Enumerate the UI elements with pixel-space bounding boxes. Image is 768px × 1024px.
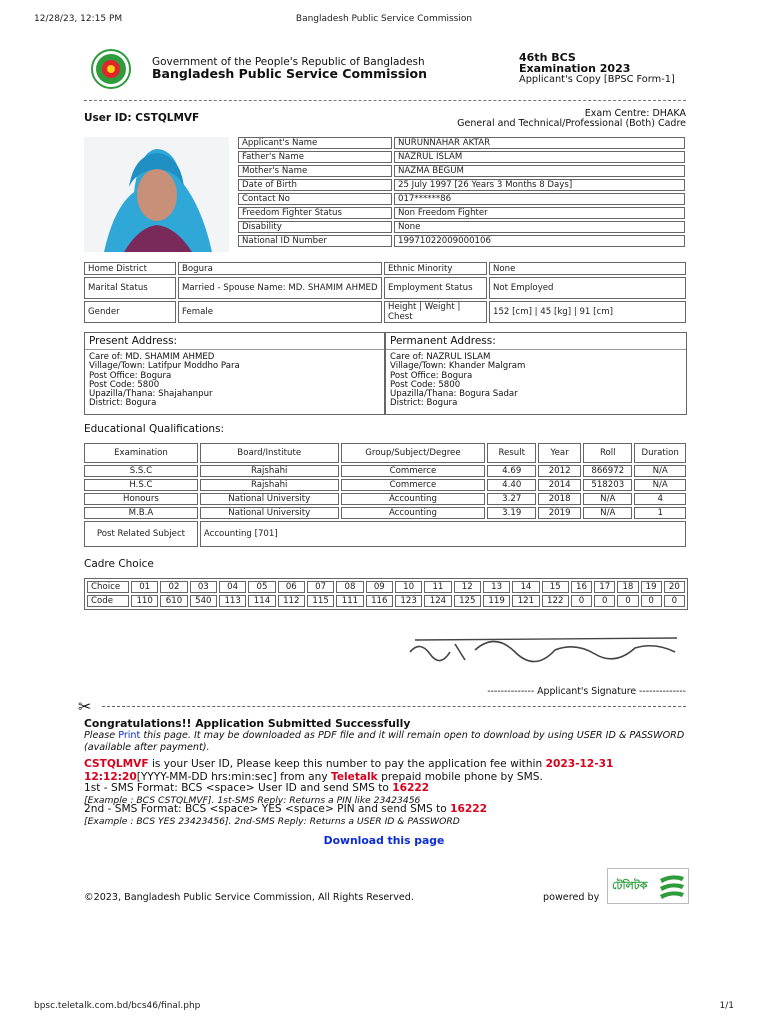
address-line: Village/Town: Latifpur Moddho Para [89,361,240,372]
cadre-cell: 124 [424,595,451,607]
permanent-address-box [385,332,687,415]
edu-cell: National University [200,507,339,519]
cadre-row-label: Choice [87,581,129,593]
edu-cell: N/A [583,507,632,519]
edu-cell: H.S.C [84,479,198,491]
cadre-cell: 20 [664,581,685,593]
edu-cell: 866972 [583,465,632,477]
address-line: Post Office: Bogura [390,370,473,381]
cut-line [102,706,686,707]
cadre-cell: 18 [617,581,638,593]
congrats-title: Congratulations!! Application Submitted Successfully [84,717,411,730]
cadre-cell: 114 [248,595,275,607]
edu-cell: 4.69 [487,465,536,477]
cadre-cell: 0 [617,595,638,607]
sms2-line [84,803,487,815]
marital-value: Married - Spouse Name: MD. SHAMIM AHMED [178,277,382,299]
address-line: District: Bogura [89,398,157,409]
cadre-cell: 0 [664,595,685,607]
copyright: ©2023, Bangladesh Public Service Commission, All Rights Reserved. [84,892,414,903]
personal-row [238,207,685,219]
personal-row [238,221,685,233]
edu-cell: S.S.C [84,465,198,477]
edu-cell: Rajshahi [200,479,339,491]
personal-label: Applicant's Name [238,137,392,149]
cadre-cell: 125 [454,595,481,607]
edu-header-cell: Roll [583,443,632,463]
scissors-icon: ✂ [78,697,92,716]
print-datetime: 12/28/23, 12:15 PM [34,14,123,24]
download-link[interactable]: Download this page [323,834,445,847]
cadre-cell: 05 [248,581,275,593]
edu-cell: 4 [634,493,686,505]
ethnic-value: None [489,262,686,275]
edu-header-cell: Result [487,443,536,463]
teletalk-logo-text: টেলিটক [612,879,648,892]
cadre-cell: 112 [278,595,305,607]
edu-header-cell: Board/Institute [200,443,339,463]
signature-image [405,622,685,674]
cadre-cell: 08 [336,581,363,593]
cadre-cell: 12 [454,581,481,593]
edu-cell: 1 [634,507,686,519]
cadre-cell: 02 [160,581,187,593]
cadre-cell: 0 [571,595,592,607]
personal-row [238,165,685,177]
teletalk-highlight: Teletalk [331,770,378,783]
address-line: Village/Town: Khander Malgram [390,361,526,372]
deadline-time: 12:12:20 [84,770,137,783]
hw-value: 152 [cm] | 45 [kg] | 91 [cm] [489,301,686,323]
personal-row [238,137,685,149]
cadre-cell: 03 [190,581,217,593]
edu-row [84,465,686,477]
address-line: Care of: MD. SHAMIM AHMED [89,352,215,362]
cadre-cell: 115 [307,595,334,607]
edu-cell: N/A [634,479,686,491]
hw-label: Height | Weight | Chest [384,301,487,323]
example1: [Example : BCS CSTQLMVF]. 1st-SMS Reply: Returns a PIN like 23423456 [84,795,421,806]
org-name: Bangladesh Public Service Commission [152,66,428,81]
exam-year: Examination 2023 [519,62,631,75]
personal-label: Freedom Fighter Status [238,207,392,219]
edu-cell: 2012 [538,465,581,477]
sms1-text: 1st - SMS Format: BCS <space> User ID and send SMS to [84,782,389,794]
address-line: District: Bogura [390,398,458,409]
personal-value: 25 July 1997 [26 Years 3 Months 8 Days] [394,179,685,191]
home-district-label: Home District [84,262,176,275]
copy-label: Applicant's Copy [BPSC Form-1] [519,74,675,85]
cadre-cell: 06 [278,581,305,593]
cadre-cell: 123 [395,595,422,607]
cadre-cell: 07 [307,581,334,593]
please-text: Please [84,730,116,741]
home-district-value: Bogura [178,262,382,275]
personal-value: 017******86 [394,193,685,205]
address-line: Upazilla/Thana: Shajahanpur [89,389,213,400]
personal-value: None [394,221,685,233]
sms2-number: 16222 [450,803,487,815]
edu-row [84,479,686,491]
edu-cell: 3.27 [487,493,536,505]
edu-header-cell: Examination [84,443,198,463]
address-line: Post Code: 5800 [89,379,160,390]
cadre-cell: 111 [336,595,363,607]
edu-cell: Commerce [341,479,486,491]
cadre-cell: 119 [483,595,510,607]
address-line: Upazilla/Thana: Bogura Sadar [390,389,518,400]
deadline-date: 2023-12-31 [545,758,614,770]
address-line: Care of: NAZRUL ISLAM [390,352,491,362]
congrats-para1 [84,730,688,753]
personal-value: NAZMA BEGUM [394,165,685,177]
cadre-cell: 14 [512,581,539,593]
cadre-cell: 610 [160,595,187,607]
sms2-text: 2nd - SMS Format: BCS <space> YES <space> PIN and send SMS to [84,803,447,815]
education-title: Educational Qualifications: [84,423,225,435]
cadre-cell: 540 [190,595,217,607]
cadre-cell: 04 [219,581,246,593]
cadre-row [87,595,685,607]
personal-value: NURUNNAHAR AKTAR [394,137,685,149]
ethnic-label: Ethnic Minority [384,262,487,275]
cadre-cell: 0 [641,595,662,607]
edu-row [84,493,686,505]
print-title: Bangladesh Public Service Commission [295,14,473,24]
cadre-cell: 16 [571,581,592,593]
edu-row [84,507,686,519]
sms1-number: 16222 [392,782,430,794]
edu-cell: N/A [634,465,686,477]
cadre-cell: 0 [594,595,615,607]
personal-value: 19971022009000106 [394,235,685,247]
edu-cell: Commerce [341,465,486,477]
example2: [Example : BCS YES 23423456]. 2nd-SMS Reply: Returns a USER ID & PASSWORD [84,816,460,827]
cadre-row-label: Code [87,595,129,607]
print-link[interactable]: Print [118,730,141,741]
header-divider [84,100,686,101]
cadre-cell: 19 [641,581,662,593]
cadre-cell: 10 [395,581,422,593]
edu-header-cell: Year [538,443,581,463]
cadre-cell: 13 [483,581,510,593]
para2-a: is your User ID, Please keep this number to pay the application fee within [151,758,543,770]
personal-label: Contact No [238,193,392,205]
user-id: User ID: CSTQLMVF [84,112,200,124]
edu-cell: N/A [583,493,632,505]
personal-value: NAZRUL ISLAM [394,151,685,163]
personal-label: Disability [238,221,392,233]
applicant-photo [84,137,229,252]
employment-value: Not Employed [489,277,686,299]
print-url: bpsc.teletalk.com.bd/bcs46/final.php [34,1001,201,1011]
para2-c: prepaid mobile phone by SMS. [381,770,543,783]
cadre-cell: 01 [131,581,158,593]
personal-label: Father's Name [238,151,392,163]
cadre-cell: 11 [424,581,451,593]
personal-row [238,193,685,205]
present-address-box [84,332,385,415]
cadre-cell: 110 [131,595,158,607]
powered-by: powered by [543,892,600,903]
edu-cell: 3.19 [487,507,536,519]
personal-label: National ID Number [238,235,392,247]
edu-cell: M.B.A [84,507,198,519]
post-related-value: Accounting [701] [200,521,686,547]
edu-cell: Accounting [341,493,486,505]
present-address-title: Present Address: [85,333,384,350]
signature-label: -------------- Applicant's Signature -------------- [487,686,686,697]
gender-label: Gender [84,301,176,323]
user-id-highlight: CSTQLMVF [84,758,149,770]
cadre-table [84,578,688,610]
print-page: 1/1 [719,1001,734,1011]
cadre-cell: 116 [366,595,393,607]
cadre-cell: 09 [366,581,393,593]
cadre-row [87,581,685,593]
marital-label: Marital Status [84,277,176,299]
congrats-para2 [84,758,688,783]
edu-cell: Honours [84,493,198,505]
present-address-lines [85,350,384,409]
details-table [82,260,688,325]
teletalk-logo [607,868,689,904]
personal-label: Date of Birth [238,179,392,191]
bpsc-seal-logo [91,49,131,89]
cadre-title: Cadre Choice [84,558,154,570]
gender-value: Female [178,301,382,323]
exam-title: 46th BCS [519,51,576,64]
address-line: Post Office: Bogura [89,370,172,381]
personal-info-table [236,135,687,249]
personal-row [238,151,685,163]
personal-row [238,235,685,247]
gov-line: Government of the People's Republic of Bangladesh [152,56,425,68]
para1-rest: this page. It may be downloaded as PDF file and it will remain open to download by using USER ID & PASSWORD (available after payment). [84,730,685,753]
personal-value: Non Freedom Fighter [394,207,685,219]
edu-header-cell: Duration [634,443,686,463]
para2-b: [YYYY-MM-DD hrs:min:sec] from any [136,770,328,783]
edu-cell: 4.40 [487,479,536,491]
edu-cell: 2019 [538,507,581,519]
cadre-type: General and Technical/Professional (Both) Cadre [457,118,686,129]
sms1-line [84,782,429,794]
personal-row [238,179,685,191]
edu-header-cell: Group/Subject/Degree [341,443,486,463]
exam-centre: Exam Centre: DHAKA [584,108,686,119]
cadre-cell: 122 [542,595,569,607]
employment-label: Employment Status [384,277,487,299]
cadre-cell: 121 [512,595,539,607]
edu-cell: 2018 [538,493,581,505]
edu-cell: 2014 [538,479,581,491]
post-related-label: Post Related Subject [84,521,198,547]
education-table [82,441,688,549]
personal-label: Mother's Name [238,165,392,177]
address-line: Post Code: 5800 [390,379,461,390]
cadre-cell: 15 [542,581,569,593]
edu-cell: National University [200,493,339,505]
permanent-address-title: Permanent Address: [386,333,686,350]
cadre-cell: 17 [594,581,615,593]
edu-cell: 518203 [583,479,632,491]
edu-cell: Accounting [341,507,486,519]
edu-cell: Rajshahi [200,465,339,477]
cadre-cell: 113 [219,595,246,607]
permanent-address-lines [386,350,686,409]
